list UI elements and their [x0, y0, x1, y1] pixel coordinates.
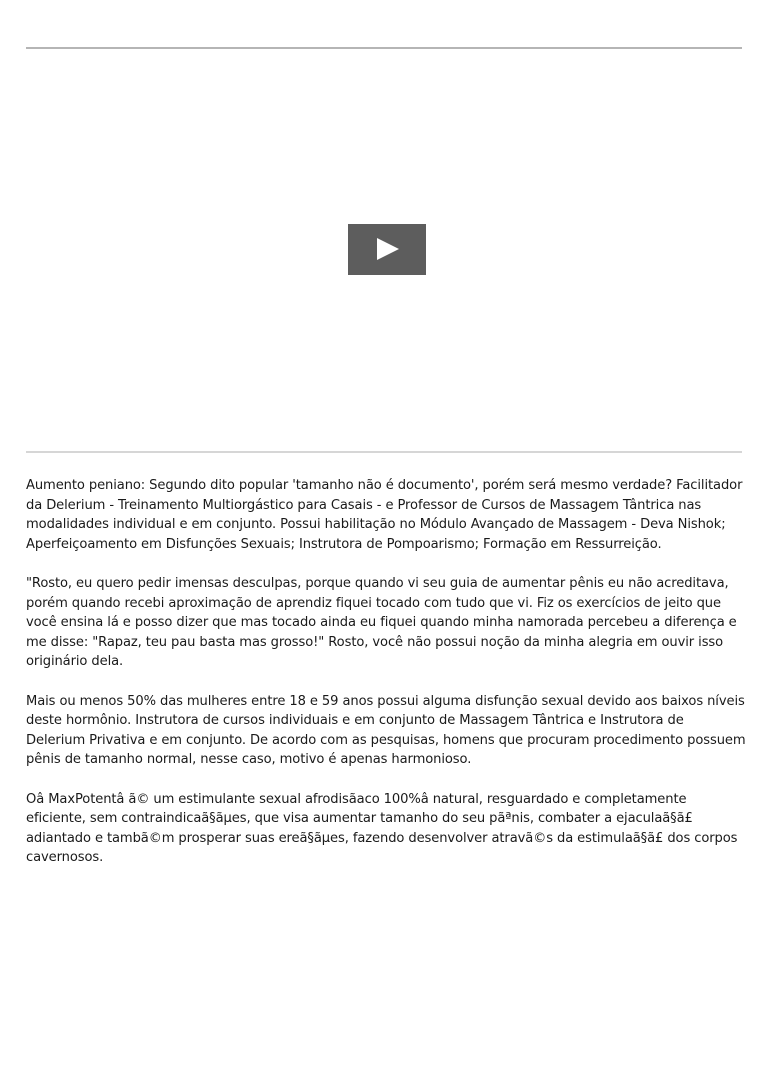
play-button[interactable]: [348, 224, 426, 275]
paragraph-3: Mais ou menos 50% das mulheres entre 18 e 59 anos possui alguma disfunção sexual devido aos baixos níveis deste hormônio. Instrutora de cursos individuais e em conjunto de Massagem Tântrica e Instrutora de Delerium Privativa e em conjunto. De acordo com as pesquisas, homens que procuram procedimento possuem pênis de tamanho normal, nesse caso, motivo é apenas harmonioso.: [26, 693, 746, 767]
video-bottom-divider: [26, 451, 742, 453]
paragraph-2: "Rosto, eu quero pedir imensas desculpas, porque quando vi seu guia de aumentar pênis eu não acreditava, porém quando recebi aproximação de aprendiz fiquei tocado com tudo que vi. Fiz os exercícios de jeito que você ensina lá e posso dizer que mas tocado ainda eu fiquei quando minha namorada percebeu a diferença e me disse: "Rapaz, teu pau basta mas grosso!" Rosto, você não possui noção da minha alegria em ouvir isso originário dela.: [26, 576, 737, 669]
play-icon: [377, 238, 399, 260]
paragraph-4: Oâ MaxPotentâ ã© um estimulante sexual afrodisãaco 100%â natural, resguardado e completamente eficiente, sem contraindicaã§ãµes, que visa aumentar tamanho do seu pãªnis, combater a ejaculaã§ã£ adiantado e tambã©m prosperar suas ereã§ãµes, fazendo desenvolver atravã©s da estimulaã§ã£ dos corpos cavernosos.: [26, 791, 738, 865]
paragraph-1: Aumento peniano: Segundo dito popular 'tamanho não é documento', porém será mesmo verdade? Facilitador da Delerium - Treinamento Multiorgástico para Casais - e Professor de Cursos de Massagem Tântrica nas modalidades individual e em conjunto. Possui habilitação no Módulo Avançado de Massagem - Deva Nishok; Aperfeiçoamento em Disfunções Sexuais; Instrutora de Pompoarismo; Formação em Ressurreição.: [26, 478, 743, 552]
article-body: [26, 476, 746, 888]
